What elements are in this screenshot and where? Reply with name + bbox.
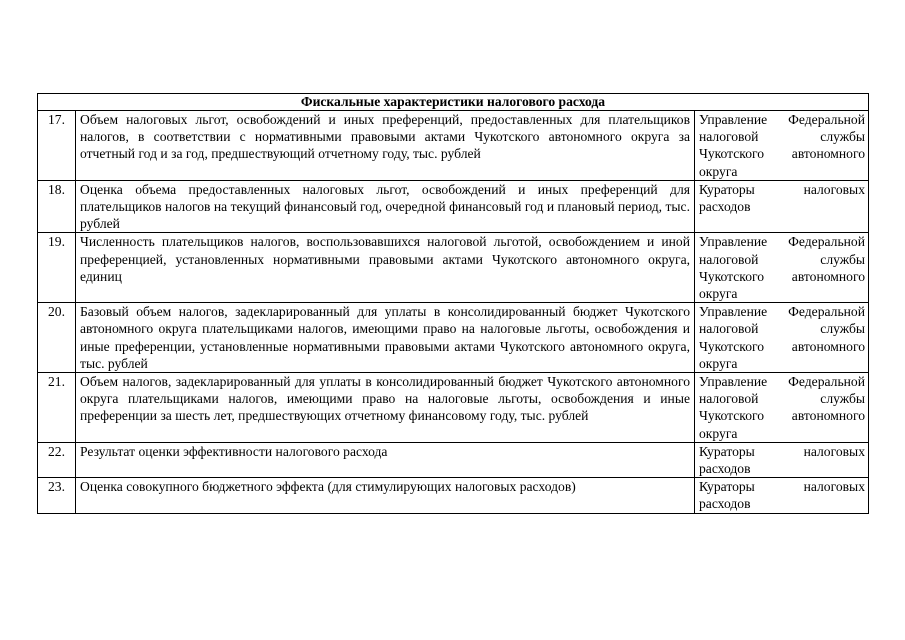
- table-row: [38, 442, 869, 477]
- table-row: [38, 303, 869, 373]
- table-row: [38, 180, 869, 233]
- row-description: Объем налоговых льгот, освобождений и иных преференций, предоставленных для плательщиков налогов, в соответствии с нормативными правовыми актами Чукотского автономного округа за отчетный год и за год, предшествующий отчетному году, тыс. рублей: [76, 111, 695, 181]
- row-description: Базовый объем налогов, задекларированный для уплаты в консолидированный бюджет Чукотского автономного округа плательщиками налогов, имеющими право на налоговые льготы, освобождения и иные преференции, установленные нормативными правовыми актами Чукотского автономного округа, тыс. рублей: [76, 303, 695, 373]
- row-number: 21.: [38, 373, 76, 443]
- row-responsible: Управление Федеральной налоговой службы Чукотского автономного округа: [695, 111, 869, 181]
- row-description: Объем налогов, задекларированный для уплаты в консолидированный бюджет Чукотского автономного округа плательщиками налогов, имеющими право на налоговые льготы, освобождения и иные преференции за шесть лет, предшествующих отчетному финансовому году, тыс. рублей: [76, 373, 695, 443]
- fiscal-characteristics-table: [37, 93, 869, 514]
- row-number: 20.: [38, 303, 76, 373]
- table-row: [38, 111, 869, 181]
- row-responsible: Кураторы налоговых расходов: [695, 478, 869, 513]
- row-number: 23.: [38, 478, 76, 513]
- table-row: [38, 373, 869, 443]
- row-responsible: Управление Федеральной налоговой службы Чукотского автономного округа: [695, 373, 869, 443]
- table-row: [38, 478, 869, 513]
- table-row: [38, 233, 869, 303]
- row-number: 17.: [38, 111, 76, 181]
- row-responsible: Кураторы налоговых расходов: [695, 442, 869, 477]
- row-description: Численность плательщиков налогов, воспользовавшихся налоговой льготой, освобождением и иной преференцией, установленных нормативными правовыми актами Чукотского автономного округа, единиц: [76, 233, 695, 303]
- row-responsible: Кураторы налоговых расходов: [695, 180, 869, 233]
- row-description: Результат оценки эффективности налогового расхода: [76, 442, 695, 477]
- row-number: 22.: [38, 442, 76, 477]
- table-section-header-row: [38, 94, 869, 111]
- row-number: 18.: [38, 180, 76, 233]
- row-description: Оценка совокупного бюджетного эффекта (для стимулирующих налоговых расходов): [76, 478, 695, 513]
- section-title: Фискальные характеристики налогового расхода: [38, 94, 869, 111]
- row-description: Оценка объема предоставленных налоговых льгот, освобождений и иных преференций для плательщиков налогов на текущий финансовый год, очередной финансовый год и плановый период, тыс. рублей: [76, 180, 695, 233]
- row-responsible: Управление Федеральной налоговой службы Чукотского автономного округа: [695, 233, 869, 303]
- row-responsible: Управление Федеральной налоговой службы Чукотского автономного округа: [695, 303, 869, 373]
- row-number: 19.: [38, 233, 76, 303]
